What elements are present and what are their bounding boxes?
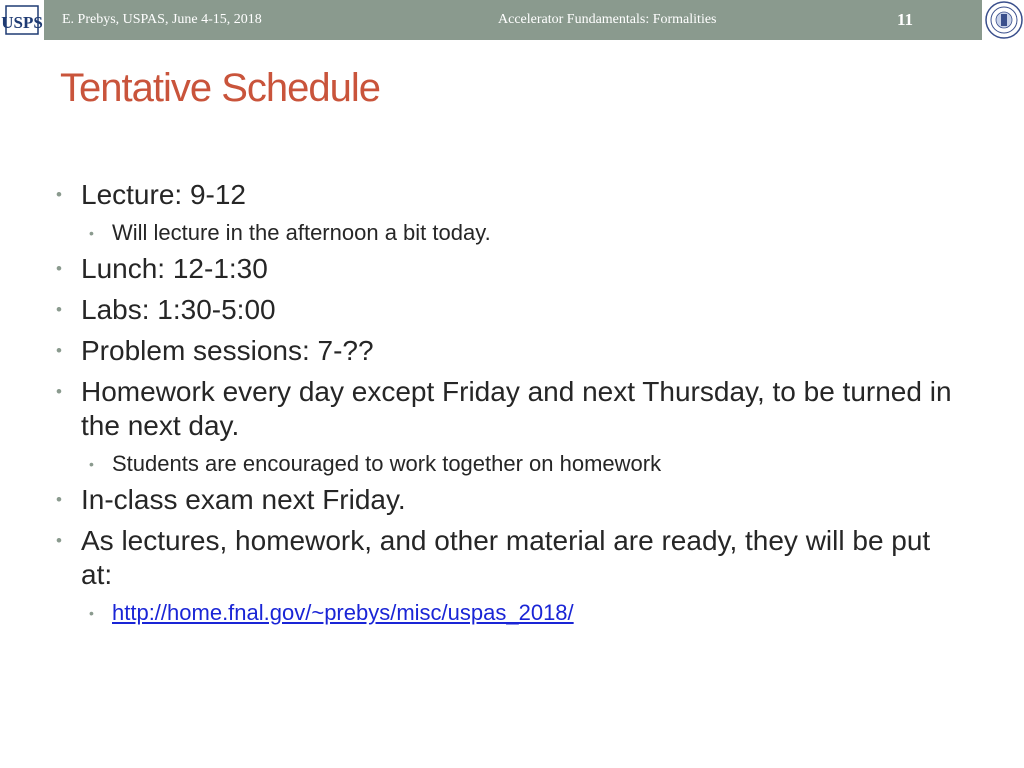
header-author: E. Prebys, USPAS, June 4-15, 2018 [62,12,262,27]
header-course: Accelerator Fundamentals: Formalities [498,12,717,27]
subbullet-homework-note: • Students are encouraged to work together on homework [56,450,956,478]
university-seal-icon [985,1,1023,39]
subbullet-material-link-item [56,599,956,627]
bullet-labs: • Labs: 1:30-5:00 [56,293,956,327]
slide-title: Tentative Schedule [60,66,381,110]
svg-text:USPS: USPS [1,13,43,32]
material-link[interactable]: http://home.fnal.gov/~prebys/misc/uspas_2018/ [112,600,574,625]
bullet-lunch: • Lunch: 12-1:30 [56,252,956,286]
bullet-list [56,178,956,632]
subbullet-lecture-note: • Will lecture in the afternoon a bit today. [56,219,956,247]
bullet-exam: • In-class exam next Friday. [56,483,956,517]
slide-number: 11 [896,10,914,29]
bullet-material: • As lectures, homework, and other material are ready, they will be put at: [56,524,956,592]
uspas-logo-icon [1,2,43,38]
bullet-homework: • Homework every day except Friday and next Thursday, to be turned in the next day. [56,375,956,443]
slide-header [0,0,1024,42]
bullet-problem-sessions: • Problem sessions: 7-?? [56,334,956,368]
bullet-lecture: • Lecture: 9-12 [56,178,956,212]
